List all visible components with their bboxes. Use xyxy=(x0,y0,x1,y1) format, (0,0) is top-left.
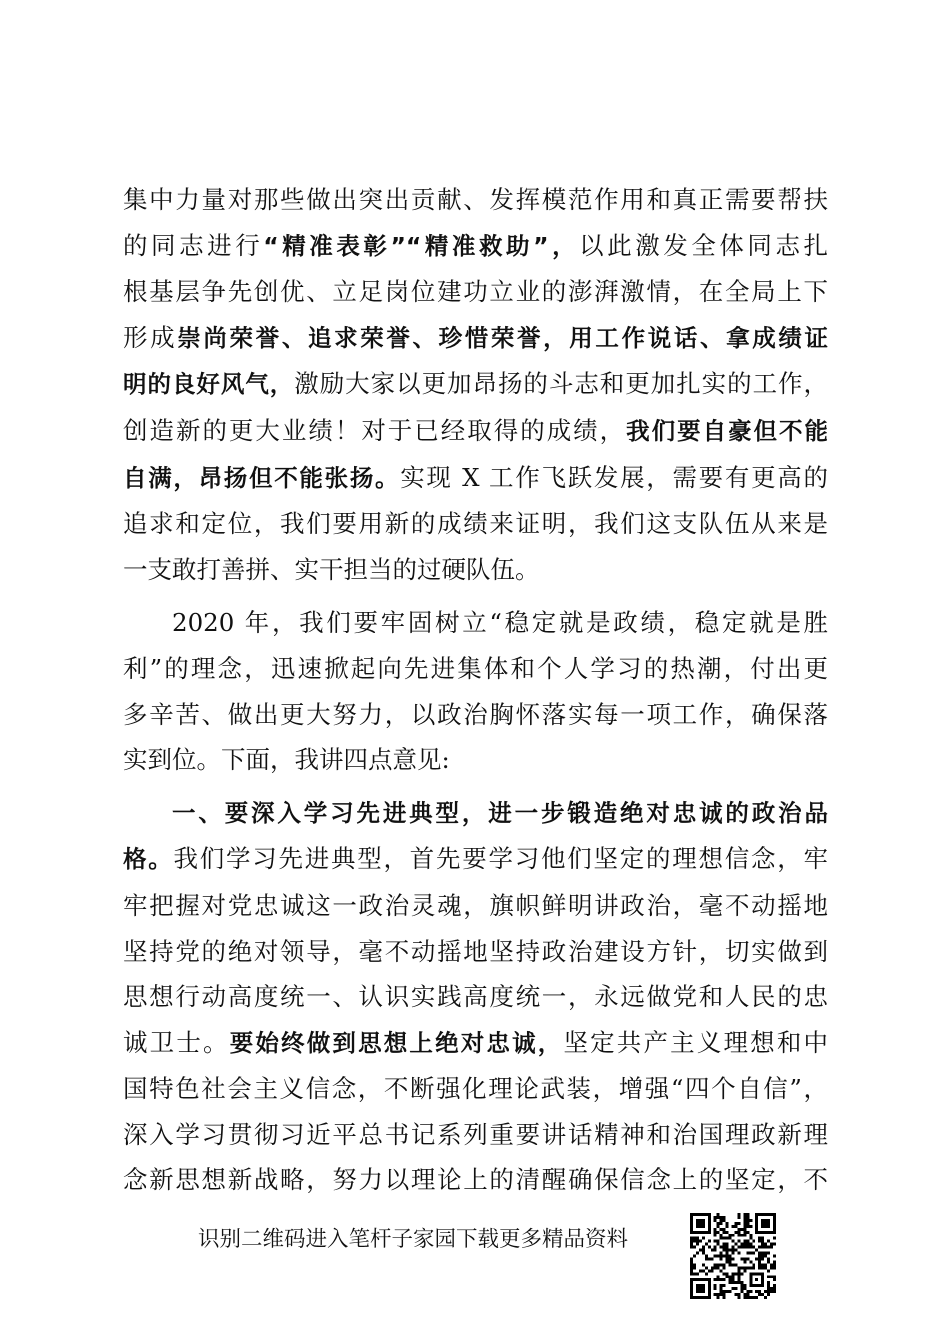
bold-text-run: 要始终做到思想上绝对忠诚， xyxy=(229,1028,564,1057)
text-run: 创造新的更大业绩！对于已经取得的成绩， xyxy=(123,415,627,445)
text-line: 根基层争先创优、立足岗位建功立业的澎湃激情，在全局上下 xyxy=(123,277,828,307)
text-run: 我们学习先进典型，首先要学习他们坚定的理想信念，牢 xyxy=(173,844,828,874)
text-line: 一支敢打善拼、实干担当的过硬队伍。 xyxy=(123,554,540,584)
text-line xyxy=(123,361,828,408)
text-line xyxy=(123,1020,828,1067)
text-line xyxy=(123,455,828,502)
text-line: 多辛苦、做出更大努力，以政治胸怀落实每一项工作，确保落 xyxy=(123,699,828,729)
text-line: 利”的理念，迅速掀起向先进集体和个人学习的热潮，付出更 xyxy=(123,653,828,683)
text-line: 念新思想新战略，努力以理论上的清醒确保信念上的坚定，不 xyxy=(123,1165,828,1195)
text-line: 集中力量对那些做出突出贡献、发挥模范作用和真正需要帮扶 xyxy=(123,185,828,214)
text-run: 形成 xyxy=(123,322,178,352)
text-line: 2020 年，我们要牢固树立“稳定就是政绩，稳定就是胜 xyxy=(172,608,828,638)
text-run: 诚卫士。 xyxy=(123,1027,230,1057)
text-line: 牢把握对党忠诚这一政治灵魂，旗帜鲜明讲政治，毫不动摇地 xyxy=(123,890,828,920)
bold-text-run: “精准表彰”“精准救助”， xyxy=(263,231,580,260)
bold-text-run: 明的良好风气， xyxy=(123,370,295,399)
qr-code-icon[interactable] xyxy=(690,1213,776,1299)
paragraph-3 xyxy=(123,791,828,1203)
paragraph-2 xyxy=(123,600,828,782)
bold-text-run: 自满，昂扬但不能张扬。 xyxy=(123,463,401,492)
text-line xyxy=(123,223,828,270)
text-run: 激励大家以更加昂扬的斗志和更加扎实的工作， xyxy=(294,369,829,399)
bold-text-run: 我们要自豪但不能 xyxy=(626,416,829,445)
bold-text-run: 格。 xyxy=(123,845,174,874)
text-line xyxy=(123,408,828,455)
text-line: 深入学习贯彻习近平总书记系列重要讲话精神和治国理政新理 xyxy=(123,1119,828,1149)
text-line: 思想行动高度统一、认识实践高度统一，永远做党和人民的忠 xyxy=(123,982,828,1012)
text-line: 实到位。下面，我讲四点意见: xyxy=(123,745,450,775)
paragraph-1 xyxy=(123,177,828,592)
bold-text-run: 崇尚荣誉、追求荣誉、珍惜荣誉，用工作说话、拿成绩证 xyxy=(177,323,829,352)
text-line: 追求和定位，我们要用新的成绩来证明，我们这支队伍从来是 xyxy=(123,509,828,539)
text-run: 坚定共产主义理想和中 xyxy=(563,1027,829,1057)
text-line: 国特色社会主义信念，不断强化理论武装，增强“四个自信”， xyxy=(123,1074,828,1104)
text-run: 实现 X 工作飞跃发展，需要有更高的 xyxy=(400,462,828,492)
section-heading-line: 一、要深入学习先进典型，进一步锻造绝对忠诚的政治品 xyxy=(172,798,828,827)
text-line xyxy=(123,315,828,362)
text-line xyxy=(123,836,828,883)
text-run: 以此激发全体同志扎 xyxy=(579,230,829,260)
text-line: 坚持党的绝对领导，毫不动摇地坚持政治建设方针，切实做到 xyxy=(123,936,828,966)
text-run: 的同志进行 xyxy=(123,230,264,260)
footer-caption: 识别二维码进入笔杆子家园下载更多精品资料 xyxy=(198,1227,629,1252)
document-body xyxy=(123,177,828,1211)
